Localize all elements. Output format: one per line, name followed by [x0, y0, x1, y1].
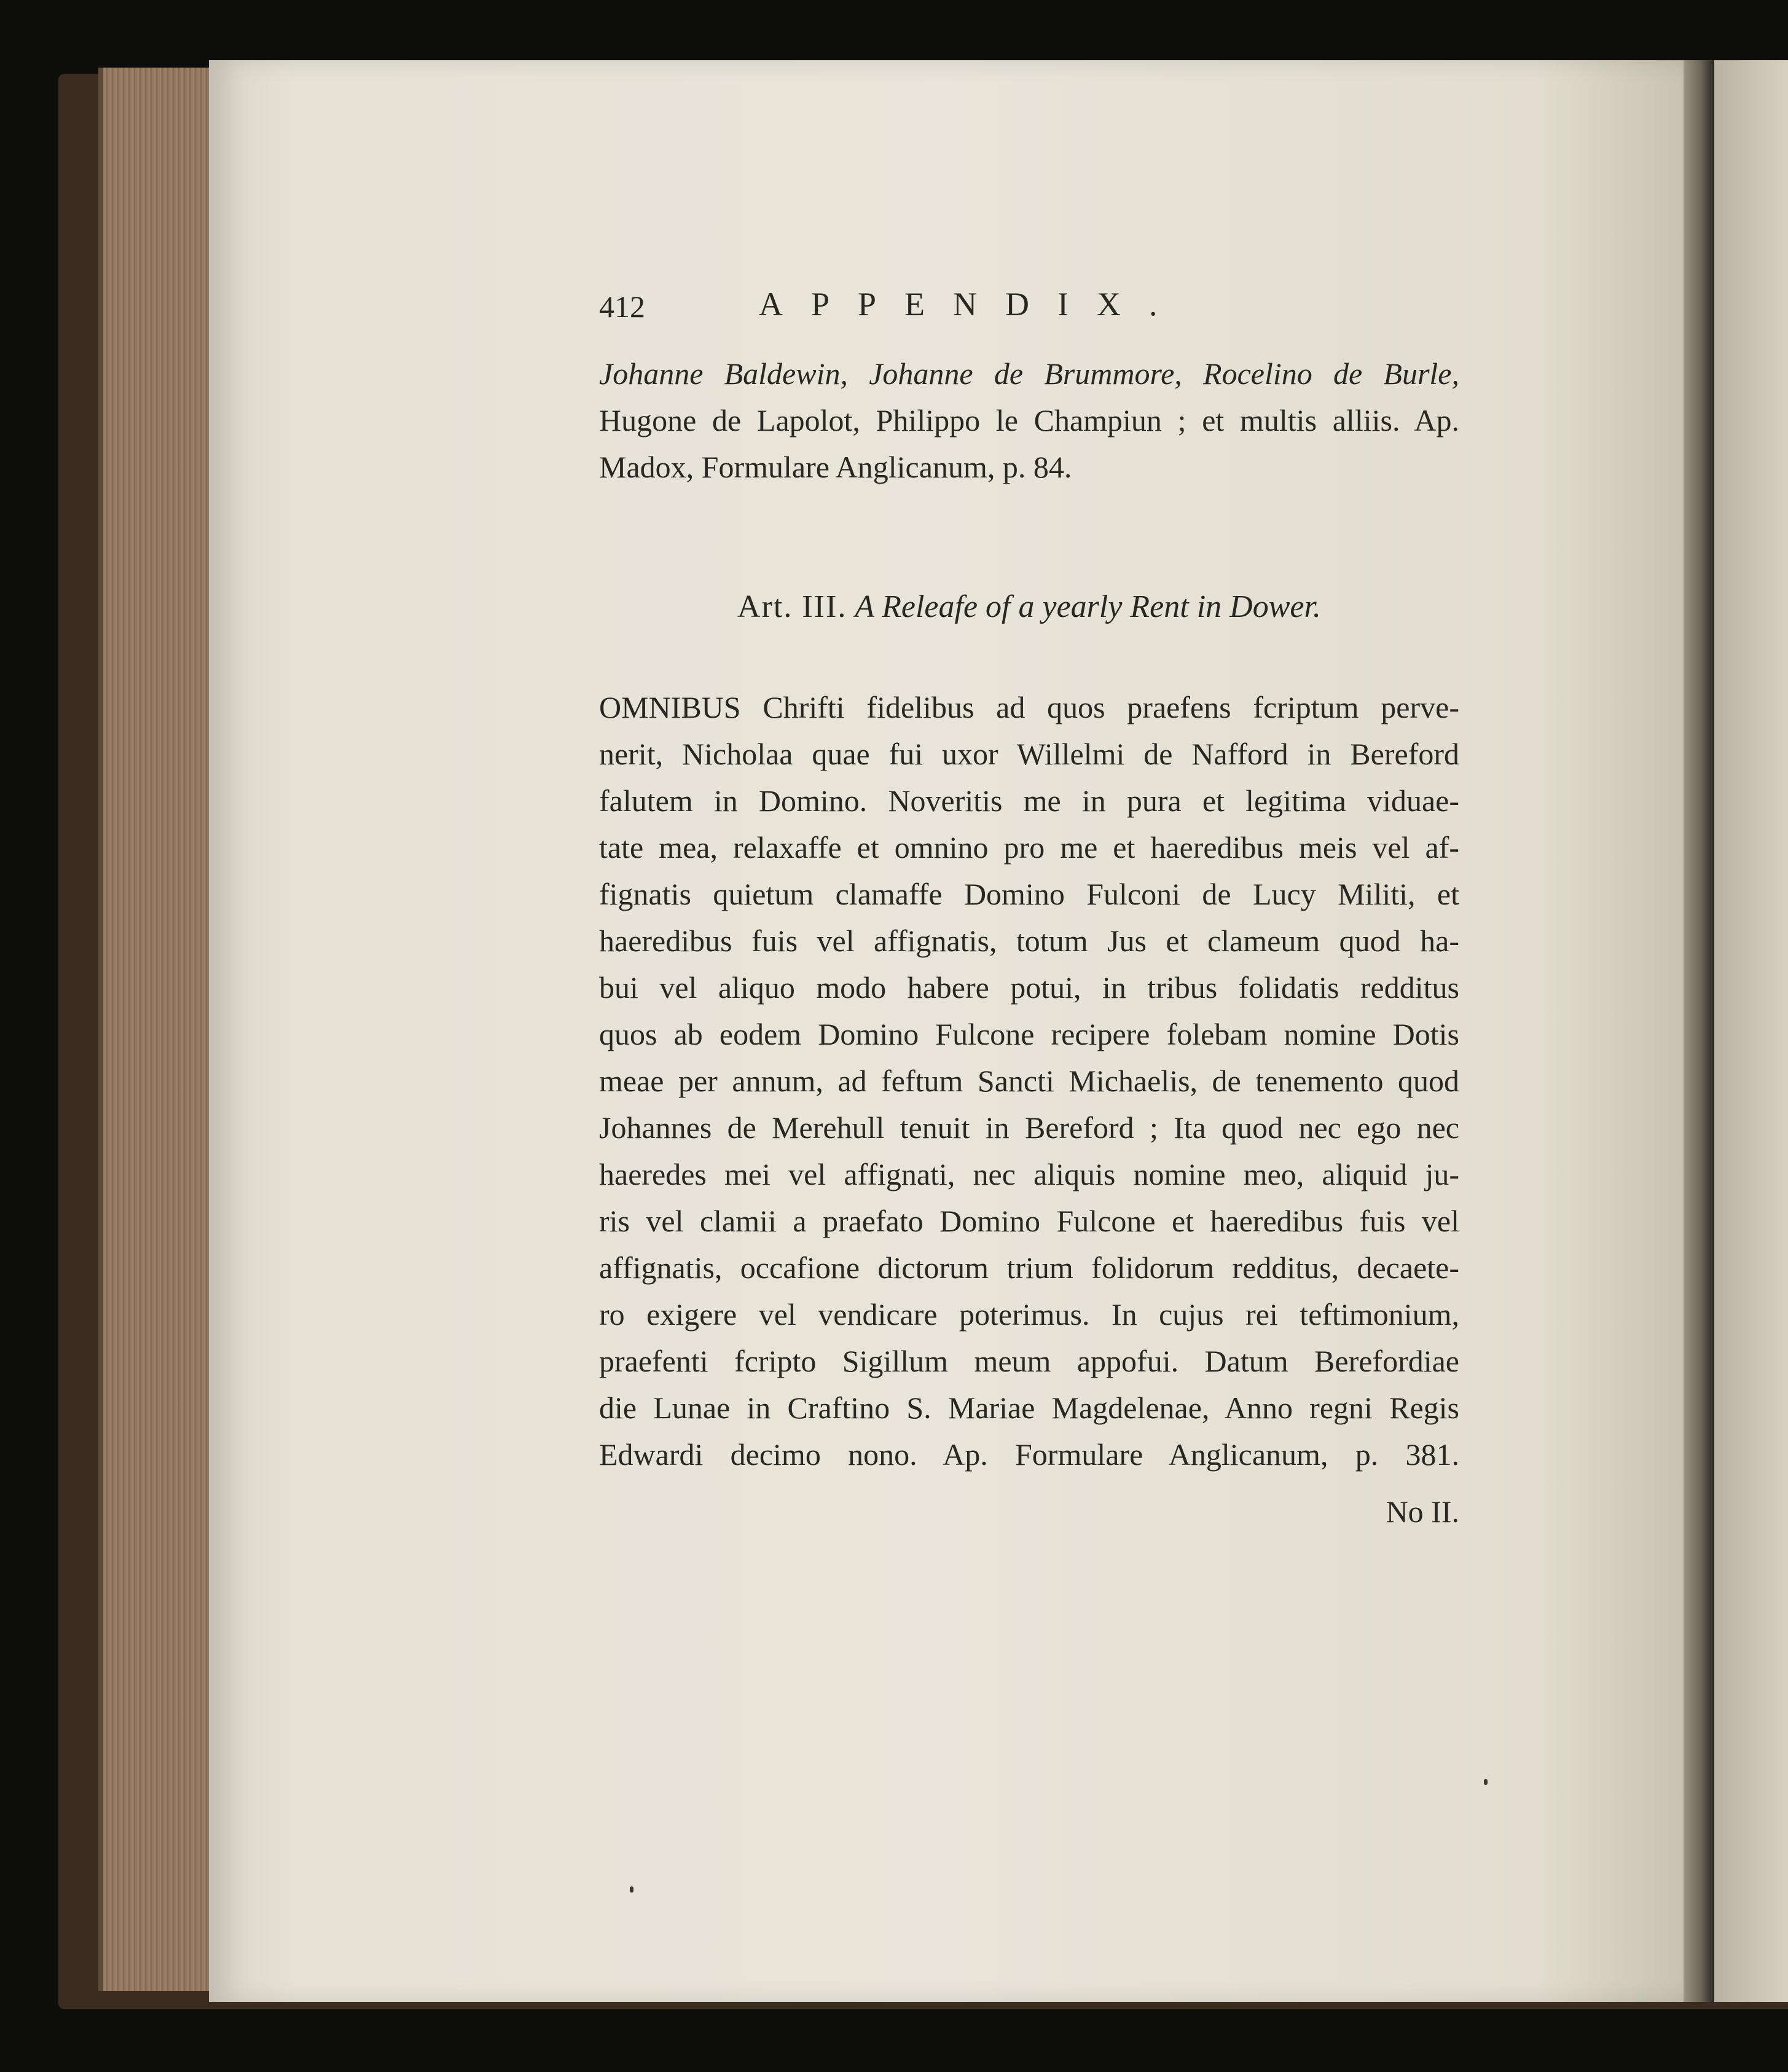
continuation-paragraph: [599, 350, 1459, 490]
text-line: tate mea, relaxaffe et omnino pro me et haeredibus meis vel af-: [599, 830, 1459, 865]
text-line: meae per annum, ad feftum Sancti Michaelis, de tenemento quod: [599, 1064, 1459, 1098]
page-speck: [630, 1886, 633, 1893]
text-line: OMNIBUS Chrifti fidelibus ad quos praefens fcriptum perve-: [599, 690, 1459, 724]
page-text-block: [599, 283, 1459, 1533]
text-line: bui vel aliquo modo habere potui, in tribus folidatis redditus: [599, 970, 1459, 1005]
article-label: Art. III.: [737, 589, 847, 624]
text-line: die Lunae in Craftino S. Mariae Magdelenae, Anno regni Regis: [599, 1391, 1459, 1425]
text-line: fignatis quietum clamaffe Domino Fulconi de Lucy Militi, et: [599, 877, 1459, 911]
running-head-title: APPENDIX.: [759, 286, 1186, 323]
text-line: Hugone de Lapolot, Philippo le Champiun ; et multis alliis. Ap.: [599, 403, 1459, 438]
text-line: nerit, Nicholaa quae fui uxor Willelmi de Nafford in Bereford: [599, 737, 1459, 771]
book-gutter: [1684, 60, 1714, 2002]
text-line: Edwardi decimo nono. Ap. Formulare Anglicanum, p. 381.: [599, 1437, 1459, 1472]
facing-page-edge: [1714, 60, 1788, 2002]
text-line: praefenti fcripto Sigillum meum appofui. Datum Berefordiae: [599, 1344, 1459, 1378]
page-number: 412: [599, 289, 645, 324]
article-heading: [599, 583, 1459, 632]
text-line: quos ab eodem Domino Fulcone recipere folebam nomine Dotis: [599, 1017, 1459, 1051]
text-line: ro exigere vel vendicare poterimus. In cujus rei teftimonium,: [599, 1297, 1459, 1332]
running-head: [599, 283, 1459, 332]
article-title: A Releafe of a yearly Rent in Dower.: [855, 589, 1321, 624]
text-line: ris vel clamii a praefato Domino Fulcone et haeredibus fuis vel: [599, 1204, 1459, 1238]
page-speck: [1484, 1779, 1488, 1785]
text-line: Johanne Baldewin, Johanne de Brummore, Rocelino de Burle,: [599, 356, 1459, 391]
text-line: haeredes mei vel affignati, nec aliquis nomine meo, aliquid ju-: [599, 1157, 1459, 1191]
page-edges: [98, 68, 217, 1991]
text-line: haeredibus fuis vel affignatis, totum Jus et clameum quod ha-: [599, 924, 1459, 958]
text-line: Johannes de Merehull tenuit in Bereford ; Ita quod nec ego nec: [599, 1110, 1459, 1145]
text-line: affignatis, occafione dictorum trium folidorum redditus, decaete-: [599, 1250, 1459, 1285]
article-body: [599, 684, 1459, 1478]
catchword: No II.: [1386, 1494, 1459, 1529]
text-line: Madox, Formulare Anglicanum, p. 84.: [599, 450, 1072, 484]
text-line: falutem in Domino. Noveritis me in pura et legitima viduae-: [599, 783, 1459, 818]
